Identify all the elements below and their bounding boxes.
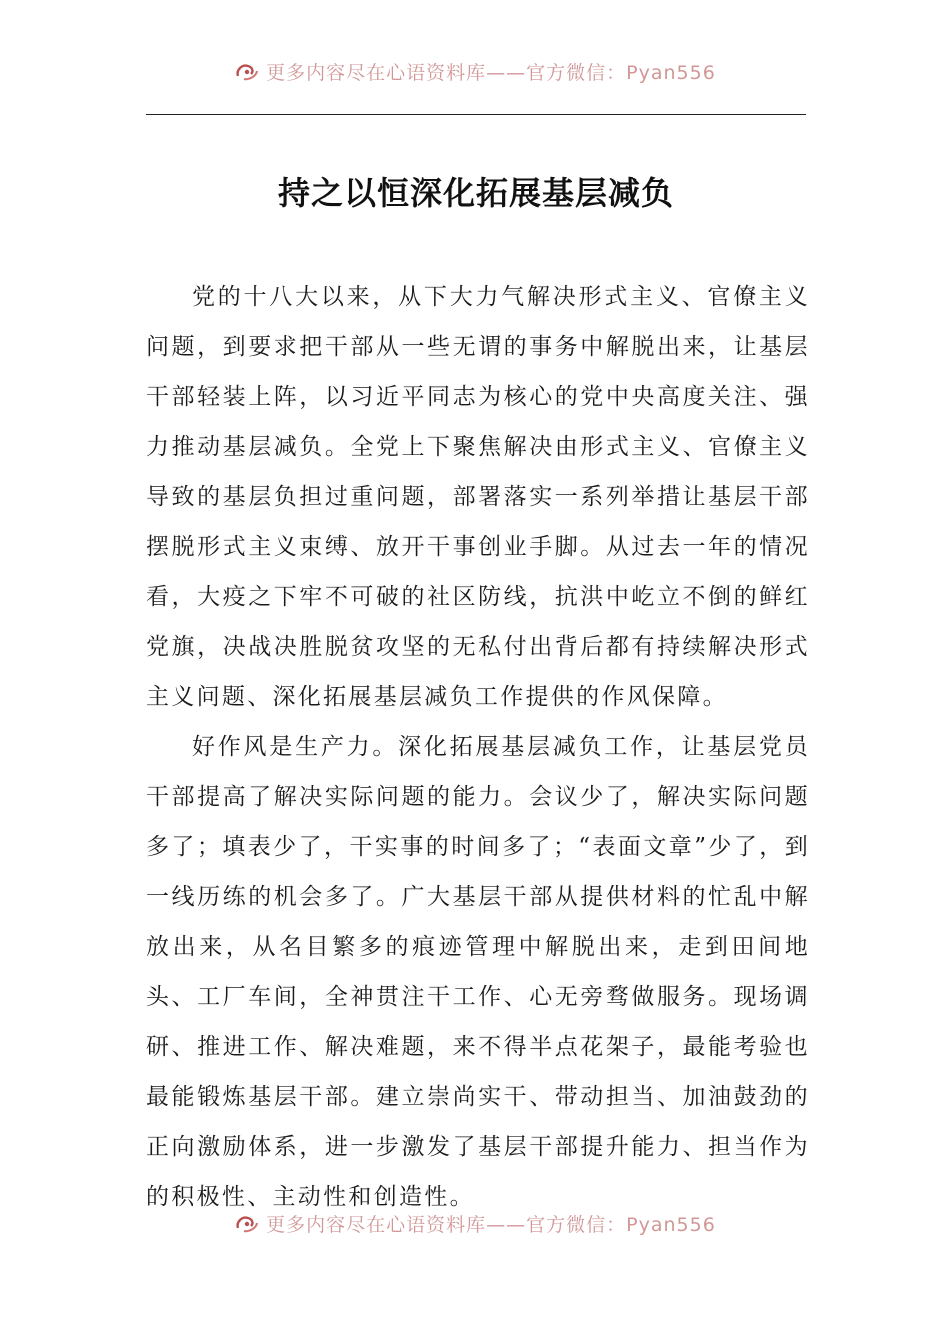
document-body <box>146 272 810 1222</box>
document-title: 持之以恒深化拓展基层减负 <box>277 174 674 212</box>
header-rule <box>146 114 806 115</box>
brand-logo-icon <box>234 1212 260 1234</box>
paragraph-2: 好作风是生产力。深化拓展基层减负工作，让基层党员干部提高了解决实际问题的能力。会议少了，解决实际问题多了；填表少了，干实事的时间多了；“表面文章”少了，到一线历练的机会多了。广大基层干部从提供材料的忙乱中解放出来，从名目繁多的痕迹管理中解脱出来，走到田间地头、工厂车间，全神贯注干工作、心无旁骛做服务。现场调研、推进工作、解决难题，来不得半点花架子，最能考验也最能锻炼基层干部。建立崇尚实干、带动担当、加油鼓劲的正向激励体系，进一步激发了基层干部提升能力、担当作为的积极性、主动性和创造性。 <box>146 734 810 1210</box>
footer-watermark-text: 更多内容尽在心语资料库——官方微信：Pyan556 <box>266 1213 716 1236</box>
paragraph-1: 党的十八大以来，从下大力气解决形式主义、官僚主义问题，到要求把干部从一些无谓的事务中解脱出来，让基层干部轻装上阵，以习近平同志为核心的党中央高度关注、强力推动基层减负。全党上下聚焦解决由形式主义、官僚主义导致的基层负担过重问题，部署落实一系列举措让基层干部摆脱形式主义束缚、放开干事创业手脚。从过去一年的情况看，大疫之下牢不可破的社区防线，抗洪中屹立不倒的鲜红党旗，决战决胜脱贫攻坚的无私付出背后都有持续解决形式主义问题、深化拓展基层减负工作提供的作风保障。 <box>146 284 810 710</box>
header-watermark <box>0 56 950 86</box>
footer-watermark <box>0 1208 950 1238</box>
header-watermark-text: 更多内容尽在心语资料库——官方微信：Pyan556 <box>266 61 716 84</box>
brand-logo-icon <box>234 60 260 82</box>
